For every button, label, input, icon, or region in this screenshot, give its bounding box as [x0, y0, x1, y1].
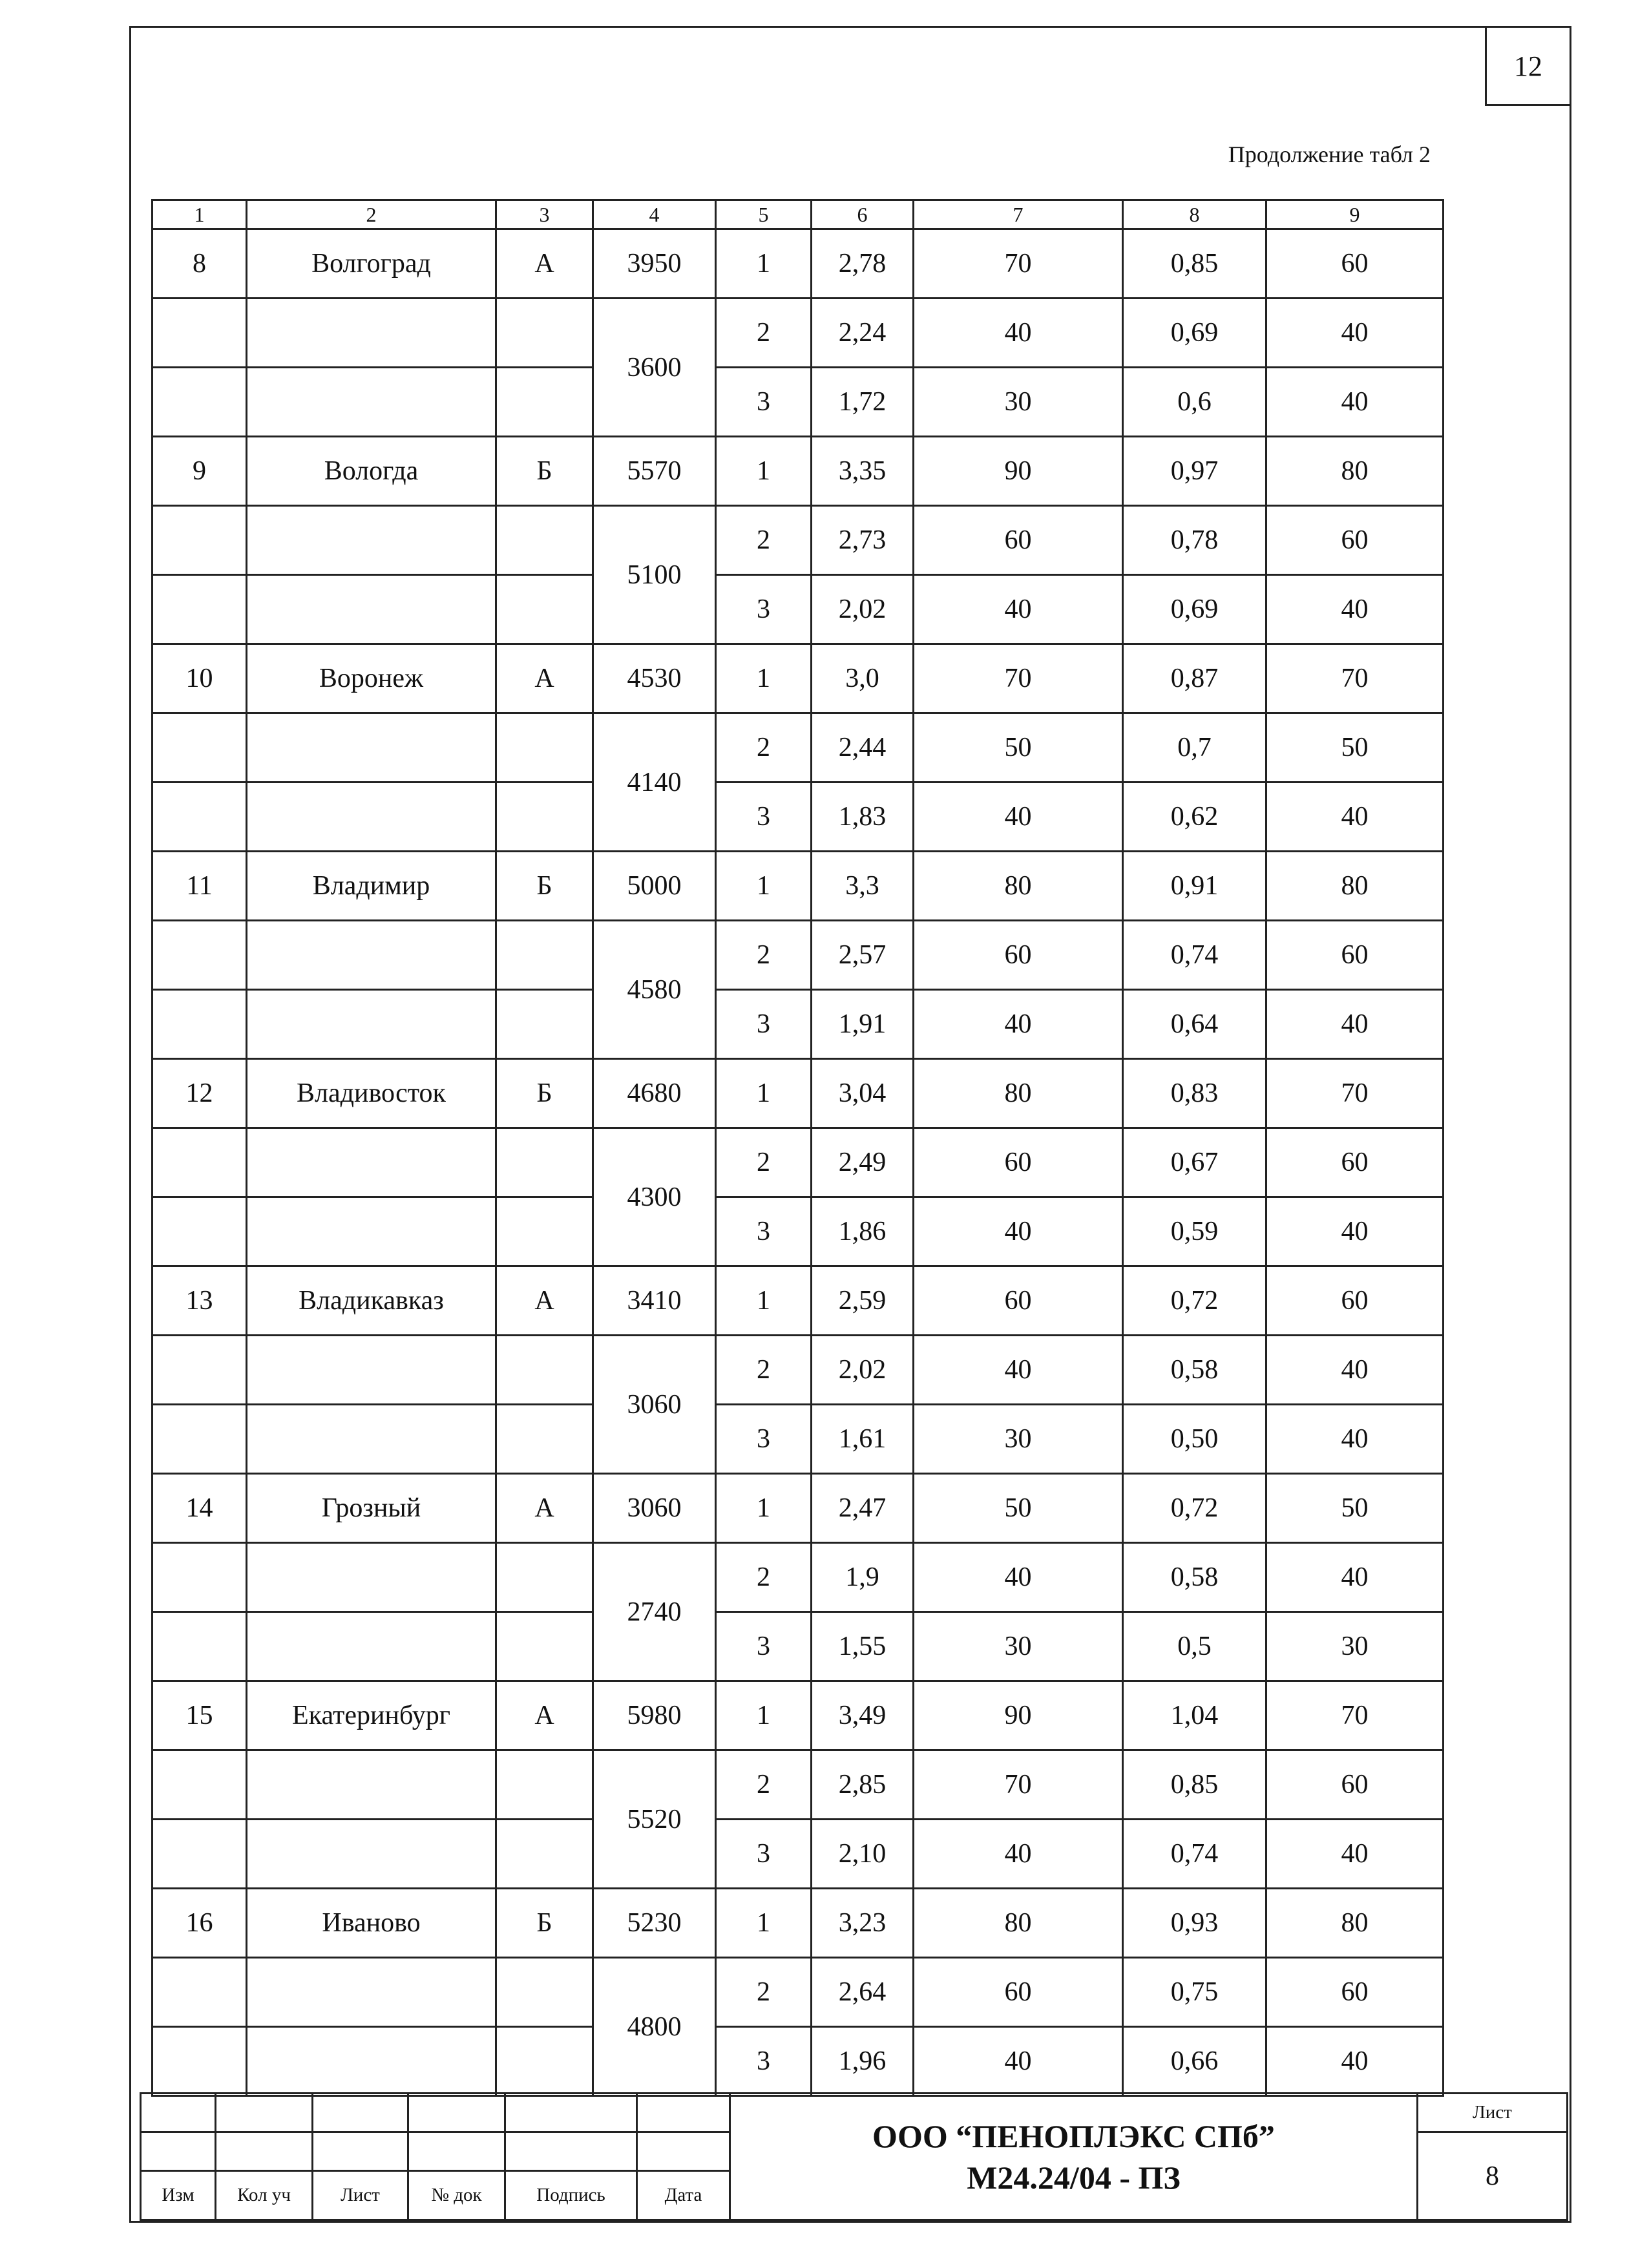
table-row — [152, 1612, 1444, 1681]
city-cell: Екатеринбург — [247, 1681, 496, 1750]
value-cell: 1 — [716, 1474, 812, 1543]
value-cell: 1,96 — [812, 2027, 914, 2096]
empty-cell — [247, 713, 496, 782]
column-header: 4 — [593, 200, 716, 229]
value-cell: 3950 — [593, 229, 716, 299]
value-cell: 0,67 — [1123, 1128, 1266, 1197]
value-cell: 2,57 — [812, 921, 914, 990]
empty-cell — [152, 368, 247, 437]
sheet-number: 8 — [1418, 2132, 1568, 2220]
value-cell: 0,62 — [1123, 782, 1266, 852]
title-block — [140, 2092, 1568, 2221]
table-row — [152, 229, 1444, 299]
value-cell: 0,64 — [1123, 990, 1266, 1059]
value-cell: 4580 — [593, 921, 716, 1059]
value-cell: 30 — [914, 368, 1123, 437]
tb-cell — [408, 2094, 505, 2132]
value-cell: 60 — [914, 1128, 1123, 1197]
empty-cell — [152, 1750, 247, 1820]
column-header: 6 — [812, 200, 914, 229]
empty-cell — [152, 506, 247, 575]
empty-cell — [496, 990, 593, 1059]
value-cell: 5520 — [593, 1750, 716, 1889]
value-cell: 40 — [1266, 1336, 1444, 1405]
value-cell: 60 — [1266, 921, 1444, 990]
empty-cell — [152, 1405, 247, 1474]
zone-cell: А — [496, 229, 593, 299]
row-number-cell: 10 — [152, 644, 247, 713]
empty-cell — [247, 990, 496, 1059]
value-cell: 0,97 — [1123, 437, 1266, 506]
empty-cell — [496, 2027, 593, 2096]
value-cell: 2 — [716, 921, 812, 990]
city-cell: Иваново — [247, 1889, 496, 1958]
zone-cell: А — [496, 1266, 593, 1336]
value-cell: 2,24 — [812, 299, 914, 368]
table-row — [152, 852, 1444, 921]
empty-cell — [247, 782, 496, 852]
page-number: 12 — [1485, 26, 1571, 106]
value-cell: 2,47 — [812, 1474, 914, 1543]
city-cell: Грозный — [247, 1474, 496, 1543]
value-cell: 3600 — [593, 299, 716, 437]
table-row — [152, 1405, 1444, 1474]
value-cell: 40 — [914, 299, 1123, 368]
table-row — [152, 1543, 1444, 1612]
value-cell: 0,58 — [1123, 1336, 1266, 1405]
value-cell: 3410 — [593, 1266, 716, 1336]
empty-cell — [247, 575, 496, 644]
value-cell: 2 — [716, 1958, 812, 2027]
value-cell: 70 — [1266, 1059, 1444, 1128]
value-cell: 60 — [1266, 1128, 1444, 1197]
empty-cell — [496, 1336, 593, 1405]
value-cell: 3 — [716, 368, 812, 437]
value-cell: 50 — [1266, 1474, 1444, 1543]
value-cell: 5980 — [593, 1681, 716, 1750]
data-table — [151, 199, 1444, 2097]
value-cell: 5100 — [593, 506, 716, 644]
value-cell: 4300 — [593, 1128, 716, 1266]
value-cell: 40 — [914, 575, 1123, 644]
value-cell: 3 — [716, 1820, 812, 1889]
table-row — [152, 782, 1444, 852]
value-cell: 80 — [914, 1059, 1123, 1128]
empty-cell — [247, 2027, 496, 2096]
empty-cell — [247, 1128, 496, 1197]
value-cell: 3,23 — [812, 1889, 914, 1958]
value-cell: 60 — [1266, 1750, 1444, 1820]
value-cell: 40 — [1266, 1820, 1444, 1889]
empty-cell — [152, 1612, 247, 1681]
value-cell: 5230 — [593, 1889, 716, 1958]
value-cell: 4530 — [593, 644, 716, 713]
tb-cell — [141, 2132, 216, 2171]
column-header: 1 — [152, 200, 247, 229]
value-cell: 2,59 — [812, 1266, 914, 1336]
value-cell: 0,69 — [1123, 299, 1266, 368]
table-row — [152, 1059, 1444, 1128]
value-cell: 0,87 — [1123, 644, 1266, 713]
header-row — [152, 200, 1444, 229]
table-row — [152, 575, 1444, 644]
zone-cell: А — [496, 1681, 593, 1750]
value-cell: 80 — [1266, 1889, 1444, 1958]
value-cell: 40 — [914, 782, 1123, 852]
label-doc-no: № док — [408, 2171, 505, 2220]
value-cell: 3,3 — [812, 852, 914, 921]
table-caption: Продолжение табл 2 — [1228, 142, 1431, 167]
value-cell: 0,72 — [1123, 1474, 1266, 1543]
value-cell: 70 — [1266, 644, 1444, 713]
city-cell: Волгоград — [247, 229, 496, 299]
empty-cell — [152, 1820, 247, 1889]
value-cell: 2,02 — [812, 575, 914, 644]
value-cell: 60 — [914, 1266, 1123, 1336]
table-row — [152, 2027, 1444, 2096]
empty-cell — [496, 1405, 593, 1474]
tb-organization-cell — [730, 2094, 1418, 2220]
value-cell: 60 — [1266, 1266, 1444, 1336]
table-row — [152, 921, 1444, 990]
value-cell: 0,78 — [1123, 506, 1266, 575]
value-cell: 2,64 — [812, 1958, 914, 2027]
value-cell: 70 — [1266, 1681, 1444, 1750]
value-cell: 80 — [914, 852, 1123, 921]
value-cell: 40 — [914, 1543, 1123, 1612]
value-cell: 40 — [914, 2027, 1123, 2096]
value-cell: 3 — [716, 1612, 812, 1681]
value-cell: 60 — [1266, 229, 1444, 299]
value-cell: 80 — [914, 1889, 1123, 1958]
table-row — [152, 1889, 1444, 1958]
table-row — [152, 1336, 1444, 1405]
value-cell: 1 — [716, 644, 812, 713]
zone-cell: Б — [496, 437, 593, 506]
empty-cell — [247, 1543, 496, 1612]
value-cell: 2,44 — [812, 713, 914, 782]
city-cell: Владимир — [247, 852, 496, 921]
value-cell: 0,75 — [1123, 1958, 1266, 2027]
organization-name: ООО “ПЕНОПЛЭКС СПб” — [872, 2117, 1275, 2154]
value-cell: 1,91 — [812, 990, 914, 1059]
column-header: 5 — [716, 200, 812, 229]
value-cell: 0,83 — [1123, 1059, 1266, 1128]
row-number-cell: 11 — [152, 852, 247, 921]
table-row — [152, 1681, 1444, 1750]
label-date: Дата — [637, 2171, 730, 2220]
empty-cell — [496, 506, 593, 575]
empty-cell — [152, 575, 247, 644]
city-cell: Вологда — [247, 437, 496, 506]
row-number-cell: 9 — [152, 437, 247, 506]
value-cell: 5000 — [593, 852, 716, 921]
value-cell: 60 — [1266, 506, 1444, 575]
value-cell: 3,04 — [812, 1059, 914, 1128]
empty-cell — [247, 921, 496, 990]
column-header: 7 — [914, 200, 1123, 229]
empty-cell — [496, 921, 593, 990]
value-cell: 2,78 — [812, 229, 914, 299]
table-row — [152, 1750, 1444, 1820]
value-cell: 30 — [1266, 1612, 1444, 1681]
sheet-label: Лист — [1418, 2094, 1568, 2132]
value-cell: 1 — [716, 852, 812, 921]
value-cell: 1,04 — [1123, 1681, 1266, 1750]
value-cell: 3 — [716, 1197, 812, 1266]
value-cell: 4140 — [593, 713, 716, 852]
value-cell: 50 — [914, 713, 1123, 782]
value-cell: 0,66 — [1123, 2027, 1266, 2096]
row-number-cell: 15 — [152, 1681, 247, 1750]
value-cell: 3 — [716, 2027, 812, 2096]
empty-cell — [496, 1750, 593, 1820]
empty-cell — [152, 921, 247, 990]
zone-cell: Б — [496, 852, 593, 921]
empty-cell — [496, 368, 593, 437]
empty-cell — [496, 1543, 593, 1612]
value-cell: 3,49 — [812, 1681, 914, 1750]
empty-cell — [247, 368, 496, 437]
value-cell: 60 — [1266, 1958, 1444, 2027]
empty-cell — [247, 1197, 496, 1266]
table-row — [152, 990, 1444, 1059]
value-cell: 1,83 — [812, 782, 914, 852]
value-cell: 3,35 — [812, 437, 914, 506]
tb-cell — [408, 2132, 505, 2171]
value-cell: 0,85 — [1123, 229, 1266, 299]
table-row — [152, 368, 1444, 437]
value-cell: 5570 — [593, 437, 716, 506]
table-row — [152, 1128, 1444, 1197]
tb-cell — [313, 2094, 408, 2132]
empty-cell — [152, 1197, 247, 1266]
label-signature: Подпись — [505, 2171, 637, 2220]
empty-cell — [496, 713, 593, 782]
table-row — [152, 437, 1444, 506]
value-cell: 40 — [1266, 368, 1444, 437]
value-cell: 2 — [716, 506, 812, 575]
zone-cell: Б — [496, 1889, 593, 1958]
empty-cell — [247, 1612, 496, 1681]
value-cell: 60 — [914, 921, 1123, 990]
empty-cell — [247, 1750, 496, 1820]
value-cell: 1 — [716, 437, 812, 506]
empty-cell — [152, 1958, 247, 2027]
table-row — [152, 1820, 1444, 1889]
value-cell: 0,93 — [1123, 1889, 1266, 1958]
value-cell: 2740 — [593, 1543, 716, 1681]
value-cell: 1,86 — [812, 1197, 914, 1266]
value-cell: 2 — [716, 1128, 812, 1197]
value-cell: 0,7 — [1123, 713, 1266, 782]
value-cell: 80 — [1266, 852, 1444, 921]
value-cell: 0,74 — [1123, 921, 1266, 990]
table-row — [152, 1958, 1444, 2027]
value-cell: 0,69 — [1123, 575, 1266, 644]
value-cell: 40 — [1266, 575, 1444, 644]
value-cell: 2 — [716, 1543, 812, 1612]
value-cell: 40 — [1266, 990, 1444, 1059]
value-cell: 0,6 — [1123, 368, 1266, 437]
label-kol-uch: Кол уч — [216, 2171, 313, 2220]
value-cell: 3 — [716, 1405, 812, 1474]
table-row — [152, 713, 1444, 782]
tb-cell — [313, 2132, 408, 2171]
value-cell: 0,85 — [1123, 1750, 1266, 1820]
empty-cell — [496, 1820, 593, 1889]
value-cell: 90 — [914, 1681, 1123, 1750]
empty-cell — [152, 1543, 247, 1612]
value-cell: 40 — [1266, 782, 1444, 852]
value-cell: 1,9 — [812, 1543, 914, 1612]
empty-cell — [247, 1958, 496, 2027]
empty-cell — [152, 990, 247, 1059]
tb-cell — [505, 2132, 637, 2171]
value-cell: 0,5 — [1123, 1612, 1266, 1681]
value-cell: 2,02 — [812, 1336, 914, 1405]
value-cell: 40 — [914, 1197, 1123, 1266]
empty-cell — [496, 782, 593, 852]
column-header: 3 — [496, 200, 593, 229]
value-cell: 0,72 — [1123, 1266, 1266, 1336]
row-number-cell: 14 — [152, 1474, 247, 1543]
zone-cell: А — [496, 644, 593, 713]
empty-cell — [152, 2027, 247, 2096]
empty-cell — [496, 575, 593, 644]
value-cell: 70 — [914, 644, 1123, 713]
value-cell: 2 — [716, 299, 812, 368]
value-cell: 1 — [716, 1266, 812, 1336]
tb-cell — [637, 2132, 730, 2171]
label-list: Лист — [313, 2171, 408, 2220]
value-cell: 40 — [1266, 2027, 1444, 2096]
value-cell: 60 — [914, 1958, 1123, 2027]
value-cell: 0,91 — [1123, 852, 1266, 921]
value-cell: 40 — [914, 1820, 1123, 1889]
value-cell: 0,59 — [1123, 1197, 1266, 1266]
value-cell: 40 — [1266, 1197, 1444, 1266]
tb-cell — [505, 2094, 637, 2132]
document-code: М24.24/04 - ПЗ — [967, 2159, 1181, 2196]
row-number-cell: 12 — [152, 1059, 247, 1128]
empty-cell — [247, 1336, 496, 1405]
value-cell: 3,0 — [812, 644, 914, 713]
value-cell: 1 — [716, 229, 812, 299]
empty-cell — [247, 506, 496, 575]
empty-cell — [152, 1336, 247, 1405]
value-cell: 40 — [1266, 1405, 1444, 1474]
zone-cell: Б — [496, 1059, 593, 1128]
value-cell: 40 — [1266, 299, 1444, 368]
table-row — [152, 1474, 1444, 1543]
value-cell: 3060 — [593, 1336, 716, 1474]
column-header: 8 — [1123, 200, 1266, 229]
row-number-cell: 8 — [152, 229, 247, 299]
label-izm: Изм — [141, 2171, 216, 2220]
table-row — [152, 1266, 1444, 1336]
city-cell: Владивосток — [247, 1059, 496, 1128]
value-cell: 2,85 — [812, 1750, 914, 1820]
empty-cell — [247, 1405, 496, 1474]
row-number-cell: 13 — [152, 1266, 247, 1336]
value-cell: 2,73 — [812, 506, 914, 575]
value-cell: 3060 — [593, 1474, 716, 1543]
empty-cell — [496, 1128, 593, 1197]
value-cell: 0,58 — [1123, 1543, 1266, 1612]
value-cell: 40 — [1266, 1543, 1444, 1612]
empty-cell — [496, 299, 593, 368]
value-cell: 40 — [914, 1336, 1123, 1405]
empty-cell — [152, 1128, 247, 1197]
value-cell: 0,74 — [1123, 1820, 1266, 1889]
value-cell: 70 — [914, 1750, 1123, 1820]
value-cell: 3 — [716, 990, 812, 1059]
table-row — [152, 299, 1444, 368]
value-cell: 30 — [914, 1612, 1123, 1681]
value-cell: 4680 — [593, 1059, 716, 1128]
value-cell: 0,50 — [1123, 1405, 1266, 1474]
empty-cell — [152, 299, 247, 368]
value-cell: 1,55 — [812, 1612, 914, 1681]
value-cell: 80 — [1266, 437, 1444, 506]
value-cell: 2 — [716, 1336, 812, 1405]
empty-cell — [247, 299, 496, 368]
empty-cell — [496, 1958, 593, 2027]
value-cell: 1 — [716, 1889, 812, 1958]
value-cell: 1 — [716, 1059, 812, 1128]
table-row — [152, 644, 1444, 713]
value-cell: 2 — [716, 713, 812, 782]
empty-cell — [496, 1612, 593, 1681]
value-cell: 90 — [914, 437, 1123, 506]
empty-cell — [152, 713, 247, 782]
column-header: 2 — [247, 200, 496, 229]
column-header: 9 — [1266, 200, 1444, 229]
value-cell: 40 — [914, 990, 1123, 1059]
city-cell: Владикавказ — [247, 1266, 496, 1336]
empty-cell — [247, 1820, 496, 1889]
value-cell: 30 — [914, 1405, 1123, 1474]
row-number-cell: 16 — [152, 1889, 247, 1958]
tb-cell — [216, 2132, 313, 2171]
value-cell: 1,72 — [812, 368, 914, 437]
table-row — [152, 506, 1444, 575]
value-cell: 1,61 — [812, 1405, 914, 1474]
value-cell: 2,49 — [812, 1128, 914, 1197]
zone-cell: А — [496, 1474, 593, 1543]
value-cell: 4800 — [593, 1958, 716, 2096]
value-cell: 3 — [716, 575, 812, 644]
value-cell: 2,10 — [812, 1820, 914, 1889]
tb-cell — [216, 2094, 313, 2132]
tb-cell — [141, 2094, 216, 2132]
value-cell: 60 — [914, 506, 1123, 575]
value-cell: 1 — [716, 1681, 812, 1750]
empty-cell — [496, 1197, 593, 1266]
value-cell: 3 — [716, 782, 812, 852]
value-cell: 70 — [914, 229, 1123, 299]
tb-cell — [637, 2094, 730, 2132]
value-cell: 50 — [1266, 713, 1444, 782]
city-cell: Воронеж — [247, 644, 496, 713]
empty-cell — [152, 782, 247, 852]
value-cell: 50 — [914, 1474, 1123, 1543]
value-cell: 2 — [716, 1750, 812, 1820]
table-row — [152, 1197, 1444, 1266]
